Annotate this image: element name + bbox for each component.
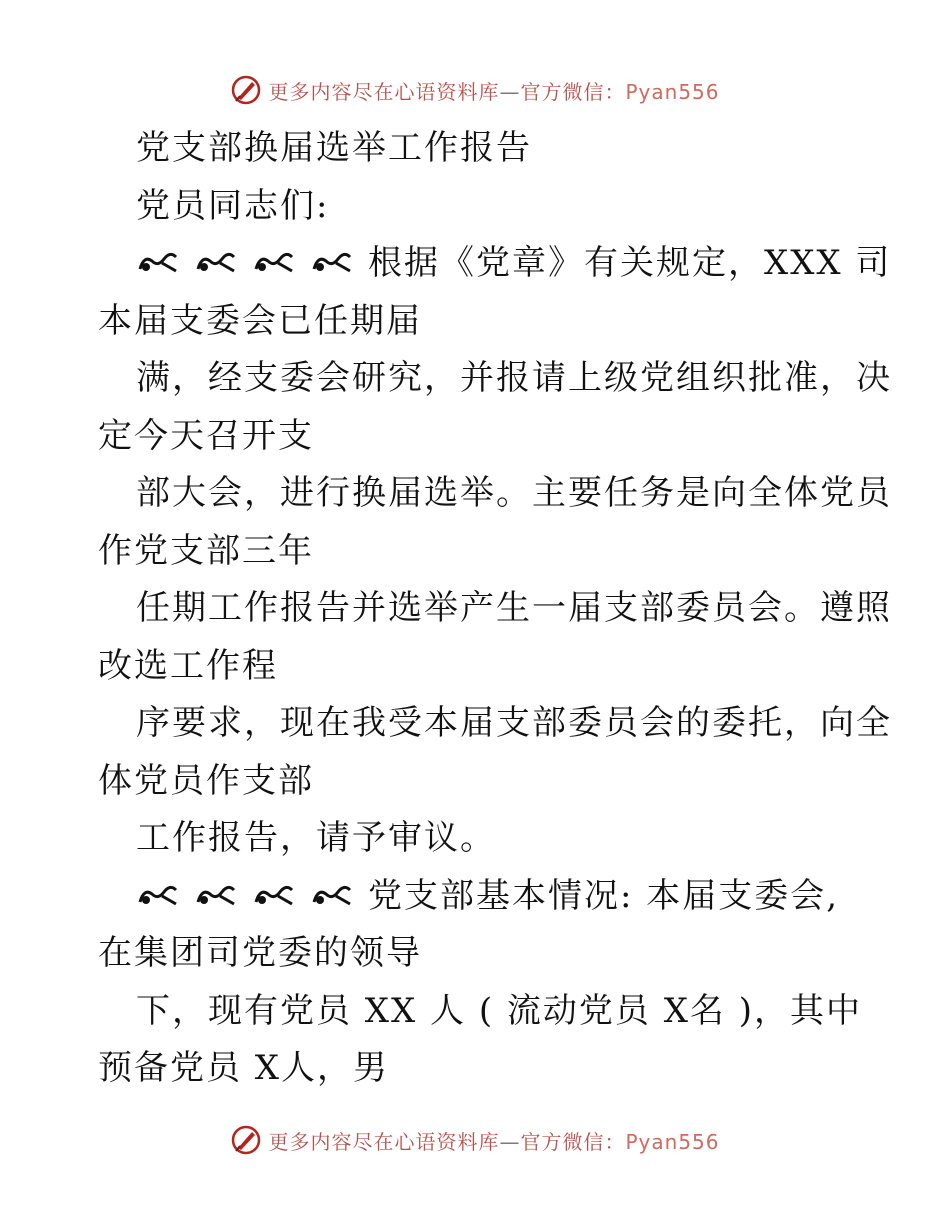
banner-separator: —: [499, 79, 521, 104]
paragraph-text: 党支部基本情况: 本届支委会,: [368, 875, 840, 916]
paragraph-line: 定今天召开支: [98, 415, 314, 456]
paragraph-line: 预备党员 X人，男: [98, 1048, 390, 1088]
quill-logo-icon: [230, 74, 262, 106]
paragraph-line: 部大会，进行换届选举。主要任务是向全体党员: [136, 473, 892, 513]
paragraph-line: 体党员作支部: [98, 760, 314, 801]
paragraph-text: 根据《党章》有关规定，XXX 司: [368, 243, 892, 283]
banner-contact: 官方微信：: [520, 79, 626, 104]
paragraph-line: 序要求，现在我受本届支部委员会的委托，向全: [136, 703, 892, 743]
ornament-icon: [252, 882, 296, 910]
ornament-icon: [136, 882, 180, 910]
ornament-icon: [194, 882, 238, 910]
quill-logo-icon: [230, 1124, 262, 1156]
paragraph-line: 作党支部三年: [98, 530, 314, 571]
banner-text: [268, 76, 719, 105]
paragraph-line: 满，经支委会研究，并报请上级党组织批准，决: [136, 358, 892, 398]
ornament-icon: [194, 249, 238, 277]
ornament-icon: [136, 249, 180, 277]
banner-main: 更多内容尽在心语资料库: [268, 1129, 500, 1154]
paragraph-line: 在集团司党委的领导: [98, 933, 422, 973]
banner-handle: Pyan556: [625, 79, 720, 104]
paragraph-line: [98, 235, 892, 293]
paragraph-line: 改选工作程: [98, 645, 278, 686]
banner-main: 更多内容尽在心语资料库: [268, 79, 500, 104]
paragraph-line: 工作报告，请予审议。: [136, 818, 496, 858]
banner-text: [268, 1126, 719, 1155]
salutation: 党员同志们:: [136, 185, 330, 226]
ornament-icon: [310, 249, 354, 277]
paragraph-line: 本届支委会已任期届: [98, 300, 422, 341]
footer-banner: [0, 1120, 950, 1160]
banner-separator: —: [499, 1129, 521, 1154]
ornament-icon: [310, 882, 354, 910]
banner-handle: Pyan556: [625, 1129, 720, 1154]
document-body: [98, 120, 892, 1098]
paragraph-line: 任期工作报告并选举产生一届支部委员会。遵照: [136, 588, 892, 628]
document-title: 党支部换届选举工作报告: [136, 128, 532, 168]
header-banner: [0, 70, 950, 110]
banner-contact: 官方微信：: [520, 1129, 626, 1154]
ornament-icon: [252, 249, 296, 277]
paragraph-line: [98, 868, 858, 926]
paragraph-line: 下，现有党员 XX 人 ( 流动党员 X名 )，其中: [136, 990, 862, 1031]
